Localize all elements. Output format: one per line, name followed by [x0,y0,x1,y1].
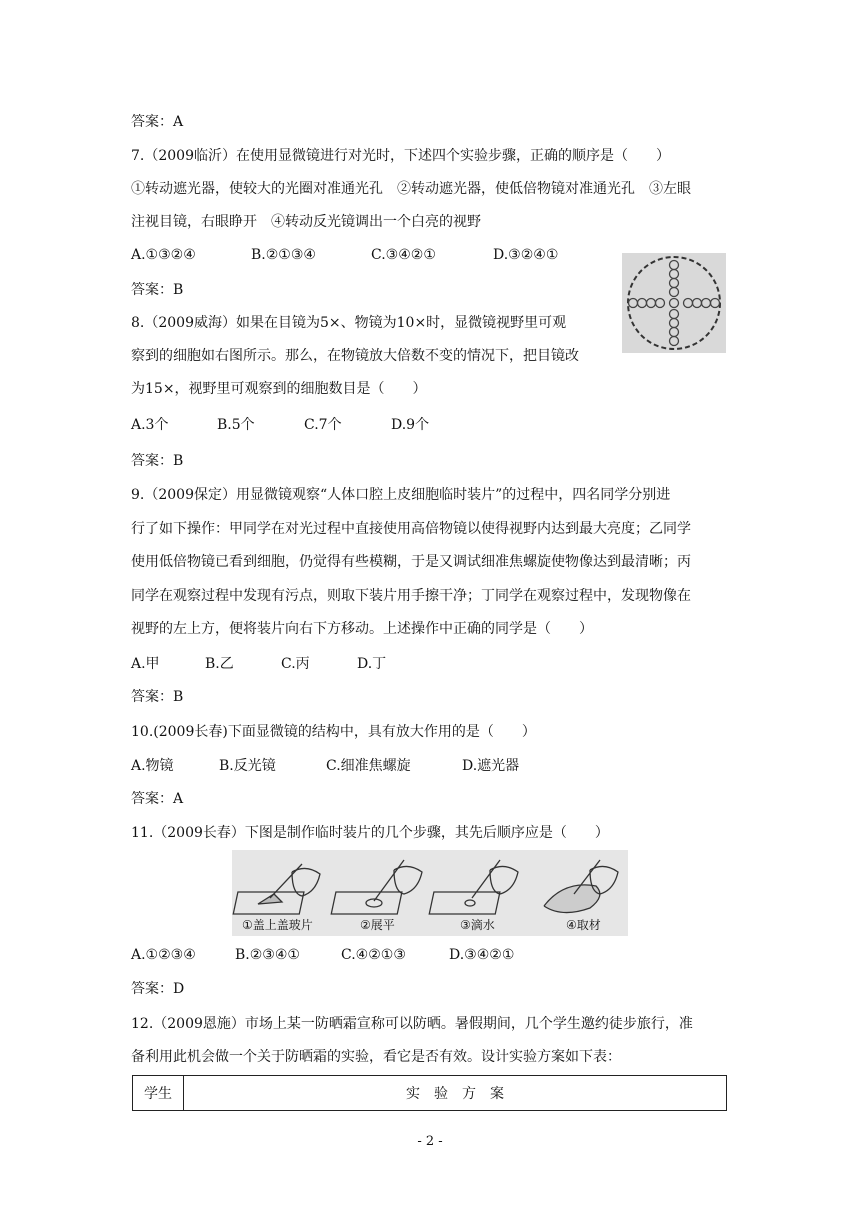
question-11-options [131,945,514,965]
option: C.细准焦螺旋 [326,758,411,774]
option: D.③④②① [449,947,515,963]
question-8-options [131,415,429,435]
question-8-stem: 8.（2009威海）如果在目镜为5×、物镜为10×时，显微镜视野里可观 [131,315,567,331]
question-9-text: 使用低倍物镜已看到细胞，仍觉得有些模糊，于是又调试细准焦螺旋使物像达到最清晰；丙 [131,554,691,570]
question-12-text: 12.（2009恩施）市场上某一防晒霜宣称可以防晒。暑假期间，几个学生邀约徒步旅行，准 [131,1016,693,1032]
answer-q8: 答案：B [131,453,184,469]
option: A.物镜 [131,758,174,774]
question-12-text: 备利用此机会做一个关于防晒霜的实验，看它是否有效。设计实验方案如下表： [131,1049,621,1065]
option: B.②①③④ [251,247,316,263]
table-header-cell: 实 验 方 案 [184,1076,727,1111]
option: B.②③④① [235,947,300,963]
question-10-options [131,756,519,776]
microscope-field-figure [622,253,726,353]
option: C.④②①③ [341,947,406,963]
question-7-body: 注视目镜，右眼睁开 ④转动反光镜调出一个白亮的视野 [131,214,481,230]
figure-label: ③滴水 [460,918,495,932]
question-7-body: ①转动遮光器，使较大的光圈对准通光孔 ②转动遮光器，使低倍物镜对准通光孔 ③左眼 [131,181,691,197]
question-9-text: 视野的左上方，便将装片向右下方移动。上述操作中正确的同学是（ ） [131,621,593,637]
option: D.9个 [391,417,430,433]
option: C.③④②① [371,247,436,263]
page-number: - 2 - [417,1134,443,1149]
option: A.甲 [131,656,160,672]
question-8-stem: 为15×，视野里可观察到的细胞数目是（ ） [131,381,427,397]
question-7-options [131,245,558,265]
question-7-stem: 7.（2009临沂）在使用显微镜进行对光时，下述四个实验步骤，正确的顺序是（ ） [131,148,670,164]
question-8-stem: 察到的细胞如右图所示。那么，在物镜放大倍数不变的情况下，把目镜改 [131,348,579,364]
option: B.乙 [205,656,234,672]
option: B.5个 [217,417,255,433]
question-9-text: 行了如下操作：甲同学在对光过程中直接使用高倍物镜以使得视野内达到最大亮度；乙同学 [131,521,691,537]
option: D.丁 [357,656,387,672]
option: A.①③②④ [131,247,196,263]
question-9-text: 同学在观察过程中发现有污点，则取下装片用手擦干净；丁同学在观察过程中，发现物像在 [131,588,691,604]
question-10-stem: 10.(2009长春)下面显微镜的结构中，具有放大作用的是（ ） [131,724,536,740]
question-11-stem: 11.（2009长春）下图是制作临时装片的几个步骤，其先后顺序应是（ ） [131,825,609,841]
answer-q9: 答案：B [131,689,184,705]
question-9-text: 9.（2009保定）用显微镜观察“人体口腔上皮细胞临时装片”的过程中，四名同学分别进 [131,487,671,503]
answer-q10: 答案：A [131,791,184,807]
table-header-cell: 学生 [133,1076,184,1111]
option: D.遮光器 [462,758,520,774]
table-row [133,1076,727,1111]
experiment-plan-table [132,1075,727,1111]
slide-preparation-steps-figure [232,850,628,936]
option: A.①②③④ [131,947,196,963]
answer-q6: 答案：A [131,114,184,130]
figure-label: ②展平 [360,918,395,932]
option: B.反光镜 [219,758,276,774]
figure-label: ④取材 [566,918,601,932]
answer-q7: 答案：B [131,282,184,298]
answer-q11: 答案：D [131,981,185,997]
option: D.③②④① [493,247,559,263]
option: C.丙 [281,656,310,672]
option: C.7个 [304,417,342,433]
figure-label: ①盖上盖玻片 [242,918,313,932]
option: A.3个 [131,417,169,433]
question-9-options [131,654,386,674]
